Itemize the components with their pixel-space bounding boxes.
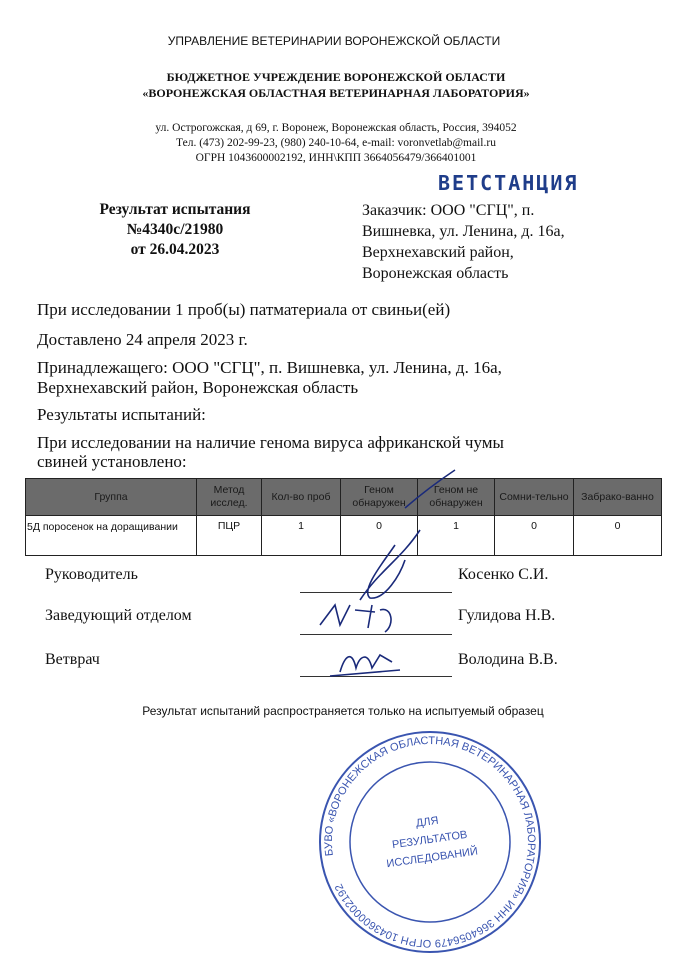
delivery-date: Доставлено 24 апреля 2023 г.	[37, 330, 248, 349]
result-number: №4340с/21980	[126, 221, 224, 238]
round-seal	[306, 718, 554, 966]
signature-role: Ветврач	[45, 651, 100, 668]
study-line1: При исследовании на наличие генома вируса африканской чумы	[37, 433, 504, 452]
signature-role: Руководитель	[45, 566, 138, 583]
org-ogrn: ОГРН 1043600002192, ИНН\КПП 3664056479/366401001	[195, 152, 477, 164]
signature-name: Володина В.В.	[458, 651, 558, 668]
col-header: Сомни-тельно	[495, 479, 574, 516]
footer-note: Результат испытаний распространяется только на испытуемый образец	[142, 704, 544, 718]
customer-line: Заказчик: ООО "СГЦ", п.	[362, 202, 535, 219]
org-phone: Тел. (473) 202-99-23, (980) 240-10-64, e-mail: voronvetlab@mail.ru	[176, 137, 496, 149]
customer-line: Верхнехавский район,	[362, 244, 514, 261]
col-header: Геном обнаружен	[341, 479, 418, 516]
signature-name: Гулидова Н.В.	[458, 607, 556, 624]
cell-detected: 0	[341, 516, 418, 556]
cell-doubtful: 0	[495, 516, 574, 556]
org-name-line2: «ВОРОНЕЖСКАЯ ОБЛАСТНАЯ ВЕТЕРИНАРНАЯ ЛАБОРАТОРИЯ»	[142, 86, 530, 100]
col-header: Геном не обнаружен	[418, 479, 495, 516]
org-name-line1: БЮДЖЕТНОЕ УЧРЕЖДЕНИЕ ВОРОНЕЖСКОЙ ОБЛАСТИ	[166, 70, 506, 84]
seal-ring-text: БУВО «ВОРОНЕЖСКАЯ ОБЛАСТНАЯ ВЕТЕРИНАРНАЯ ЛАБОРАТОРИЯ» ИНН 3664056479 ОГРН 1043600002192	[322, 734, 538, 950]
cell-count: 1	[262, 516, 341, 556]
cell-method: ПЦР	[197, 516, 262, 556]
authority-title: УПРАВЛЕНИЕ ВЕТЕРИНАРИИ ВОРОНЕЖСКОЙ ОБЛАСТИ	[167, 34, 501, 48]
sample-info: При исследовании 1 проб(ы) патматериала от свиньи(ей)	[37, 300, 451, 319]
col-header: Кол-во проб	[262, 479, 341, 516]
results-heading: Результаты испытаний:	[37, 405, 206, 424]
col-header: Забрако-ванно	[574, 479, 662, 516]
seal-center-text: ДЛЯ	[415, 814, 440, 830]
owner-line1: Принадлежащего: ООО "СГЦ", п. Вишневка, ул. Ленина, д. 16а,	[37, 358, 502, 377]
seal-center-text: РЕЗУЛЬТАТОВ	[391, 828, 469, 852]
org-address: ул. Острогожская, д 69, г. Воронеж, Воронежская область, Россия, 394052	[155, 122, 517, 134]
cell-rejected: 0	[574, 516, 662, 556]
owner-line2: Верхнехавский район, Воронежская область	[37, 378, 359, 397]
customer-line: Воронежская область	[362, 265, 509, 282]
cell-not-detected: 1	[418, 516, 495, 556]
result-date: от 26.04.2023	[130, 241, 220, 258]
seal-center-text: ИССЛЕДОВАНИЙ	[385, 845, 479, 871]
cell-group: 5Д поросенок на доращивании	[26, 516, 197, 556]
study-line2: свиней установлено:	[37, 452, 187, 471]
customer-line: Вишневка, ул. Ленина, д. 16а,	[362, 223, 565, 240]
vetstation-stamp: ВЕТСТАНЦИЯ	[438, 171, 579, 195]
col-header: Группа	[26, 479, 197, 516]
result-title: Результат испытания	[99, 201, 251, 218]
signature-role: Заведующий отделом	[45, 607, 192, 624]
signature-name: Косенко С.И.	[458, 566, 549, 583]
signature-stroke	[405, 470, 455, 508]
handwritten-signatures	[320, 530, 420, 676]
col-header: Метод исслед.	[197, 479, 262, 516]
